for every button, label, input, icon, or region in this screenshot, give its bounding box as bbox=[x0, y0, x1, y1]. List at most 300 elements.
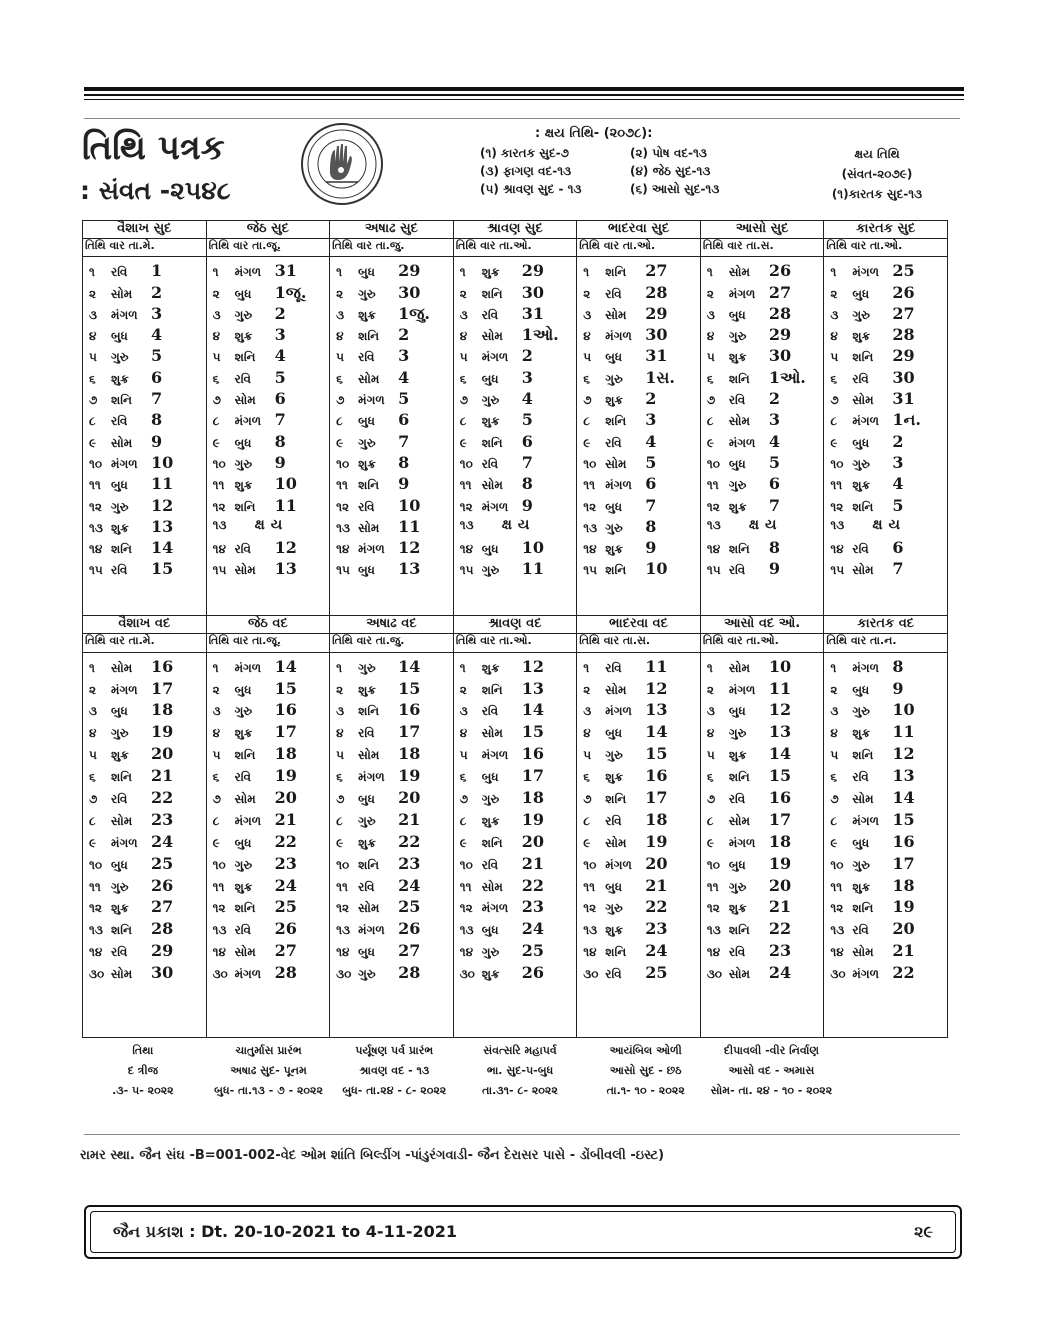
date-number: 29 bbox=[768, 325, 792, 345]
weekday: મંગળ bbox=[852, 414, 879, 429]
tithi-row bbox=[830, 538, 945, 559]
tithi-row bbox=[830, 453, 945, 474]
tithi-number: ૯ bbox=[583, 435, 591, 450]
tithi-number: ૧૪ bbox=[212, 542, 226, 557]
tithi-row bbox=[213, 559, 328, 580]
date-number: 23 bbox=[398, 853, 421, 873]
weekday: શુક્ર bbox=[234, 329, 253, 344]
tithi-number: ૨ bbox=[583, 286, 591, 301]
date-number: 2 bbox=[398, 325, 410, 345]
tithi-row bbox=[460, 810, 575, 832]
tithi-row bbox=[707, 325, 822, 346]
weekday: મંગળ bbox=[605, 857, 632, 872]
month-header: આસો સુદ bbox=[700, 221, 824, 239]
date-number: 19 bbox=[151, 722, 174, 742]
tithi-number: ૮ bbox=[583, 813, 590, 828]
tithi-row bbox=[583, 897, 698, 919]
date-number: 23 bbox=[151, 809, 174, 829]
weekday: રવિ bbox=[852, 371, 869, 386]
date-number: 14 bbox=[768, 744, 792, 764]
date-number: 31 bbox=[645, 346, 668, 366]
tithi-row bbox=[89, 744, 204, 766]
tithi-number: ૮ bbox=[89, 414, 96, 429]
date-number: 29 bbox=[398, 261, 421, 281]
weekday: સોમ bbox=[481, 478, 503, 493]
tithi-number: ૩ bbox=[459, 704, 468, 719]
date-number: 18 bbox=[151, 700, 174, 720]
date-number: 30 bbox=[521, 282, 544, 302]
weekday: શનિ bbox=[358, 704, 380, 719]
date-number: 10 bbox=[398, 495, 421, 515]
weekday: બુધ bbox=[234, 435, 252, 450]
weekday: સોમ bbox=[728, 813, 751, 828]
festival-l3: .૩- ૫- ૨૦૨૨ bbox=[112, 1084, 174, 1097]
weekday: ગુરુ bbox=[728, 329, 747, 344]
weekday: શુક્ર bbox=[605, 923, 623, 938]
date-number: 24 bbox=[645, 941, 668, 961]
tithi-number: ૭ bbox=[336, 791, 345, 806]
tithi-row bbox=[336, 679, 451, 701]
tithi-number: ૮ bbox=[212, 414, 220, 429]
tithi-number: ૧૫ bbox=[830, 563, 845, 578]
tithi-number: ૧૫ bbox=[89, 563, 103, 578]
date-number: 17 bbox=[892, 853, 915, 873]
tithi-number: ૩ bbox=[336, 704, 345, 719]
weekday: બુધ bbox=[605, 879, 623, 894]
date-number: 16 bbox=[521, 744, 544, 764]
tithi-row bbox=[830, 876, 945, 898]
date-number: 1જુ. bbox=[398, 303, 430, 323]
date-number: 21 bbox=[398, 809, 421, 829]
tithi-row bbox=[583, 261, 698, 282]
date-number: 4 bbox=[768, 431, 780, 451]
tithi-row bbox=[213, 304, 328, 325]
date-number: 26 bbox=[521, 963, 544, 983]
tithi-number: ૯ bbox=[89, 835, 97, 850]
tithi-number: ૮ bbox=[459, 813, 467, 828]
tithi-row bbox=[89, 810, 204, 832]
tithi-row bbox=[213, 368, 328, 389]
tithi-row bbox=[460, 788, 575, 810]
tithi-row bbox=[583, 766, 698, 788]
tithi-row bbox=[707, 679, 822, 701]
date-number: 2 bbox=[645, 389, 657, 409]
festival-spacer bbox=[834, 1081, 960, 1101]
tithi-number: ૪ bbox=[89, 726, 97, 741]
tithi-number: ૨ bbox=[459, 286, 467, 301]
date-number: 21 bbox=[892, 941, 915, 961]
tithi-row bbox=[707, 919, 822, 941]
weekday: શનિ bbox=[358, 329, 380, 344]
date-number: 23 bbox=[274, 853, 297, 873]
tithi-row bbox=[336, 876, 451, 898]
tithi-row bbox=[460, 432, 575, 453]
date-number: 22 bbox=[645, 897, 668, 917]
tithi-row bbox=[830, 474, 945, 495]
weekday: રવિ bbox=[111, 265, 128, 280]
date-number: 14 bbox=[398, 656, 421, 676]
weekday: મંગળ bbox=[605, 329, 632, 344]
tithi-row bbox=[460, 496, 575, 517]
tithi-row bbox=[830, 410, 945, 431]
tithi-number: ૭ bbox=[830, 393, 839, 408]
weekday: ગુરુ bbox=[234, 307, 253, 322]
tithi-row bbox=[89, 941, 204, 963]
page-title: તિથિ પત્રક bbox=[82, 128, 225, 168]
tithi-row bbox=[583, 389, 698, 410]
weekday: શુક્ર bbox=[852, 329, 871, 344]
tithi-row bbox=[583, 679, 698, 701]
tithi-row bbox=[707, 261, 822, 282]
weekday: ગુરુ bbox=[852, 307, 870, 322]
tithi-row bbox=[213, 854, 328, 876]
tithi-number: ૯ bbox=[459, 435, 467, 450]
tithi-row bbox=[707, 304, 822, 325]
date-number: 16 bbox=[768, 787, 792, 807]
tithi-row bbox=[707, 389, 822, 410]
date-number: 15 bbox=[521, 722, 544, 742]
tithi-row bbox=[707, 788, 822, 810]
weekday: રવિ bbox=[358, 350, 375, 365]
tithi-number: ૩ bbox=[336, 307, 345, 322]
tithi-row bbox=[707, 832, 822, 854]
weekday: ગુરુ bbox=[481, 945, 500, 960]
tithi-number: ૭ bbox=[706, 393, 716, 408]
tithi-row bbox=[830, 261, 945, 282]
weekday: સોમ bbox=[852, 945, 874, 960]
date-number: 7 bbox=[768, 495, 780, 515]
date-number: 24 bbox=[274, 875, 297, 895]
weekday: રવિ bbox=[605, 660, 622, 675]
weekday: રવિ bbox=[481, 704, 499, 719]
tithi-row bbox=[460, 876, 575, 898]
tithi-calendar-table bbox=[82, 220, 948, 1038]
tithi-number: ૨ bbox=[336, 682, 344, 697]
weekday: બુધ bbox=[605, 726, 623, 741]
date-number: 28 bbox=[151, 919, 174, 939]
column-header: તિથિ વાર તા.સ. bbox=[577, 634, 701, 652]
tithi-row bbox=[707, 410, 822, 431]
tithi-row bbox=[830, 897, 945, 919]
weekday: ગુરુ bbox=[605, 371, 623, 386]
tithi-row bbox=[213, 810, 328, 832]
weekday: શુક્ર bbox=[234, 879, 253, 894]
tithi-number: ૨ bbox=[830, 682, 838, 697]
tithi-row bbox=[460, 679, 575, 701]
tithi-row bbox=[583, 963, 698, 985]
tithi-number: ૩ bbox=[706, 307, 715, 322]
tithi-row bbox=[830, 368, 945, 389]
tithi-row bbox=[830, 766, 945, 788]
tithi-number: ૮ bbox=[89, 813, 96, 828]
tithi-number: ૩૦ bbox=[706, 967, 723, 982]
date-number: 14 bbox=[645, 722, 668, 742]
date-number: 3 bbox=[398, 346, 410, 366]
tithi-row bbox=[830, 810, 945, 832]
tithi-number: ૧૦ bbox=[89, 857, 103, 872]
weekday: સોમ bbox=[852, 563, 874, 578]
tithi-row bbox=[460, 453, 575, 474]
festival-footer bbox=[80, 1041, 960, 1101]
month-header: કારતક વદ bbox=[824, 616, 948, 634]
weekday: શનિ bbox=[852, 499, 874, 514]
tithi-number: ૧૨ bbox=[706, 499, 720, 514]
tithi-row bbox=[830, 941, 945, 963]
tithi-number: ૩ bbox=[89, 307, 97, 322]
weekday: મંગળ bbox=[852, 813, 879, 828]
month-header: અષાઢ વદ bbox=[330, 616, 454, 634]
tithi-row bbox=[336, 744, 451, 766]
tithi-number: ૧૨ bbox=[459, 499, 473, 514]
date-number: 14 bbox=[274, 656, 297, 676]
weekday: બુધ bbox=[728, 456, 746, 471]
tithi-row bbox=[460, 919, 575, 941]
weekday: સોમ bbox=[605, 682, 627, 697]
tithi-number: ૧ bbox=[336, 265, 343, 280]
weekday: શનિ bbox=[481, 682, 503, 697]
weekday: બુધ bbox=[111, 704, 128, 719]
weekday: સોમ bbox=[605, 307, 627, 322]
date-number: 19 bbox=[398, 766, 421, 786]
tithi-row bbox=[336, 432, 451, 453]
weekday: શનિ bbox=[481, 435, 503, 450]
festival-l3: સોમ- તા. ૨૪ - ૧૦ - ૨૦૨૨ bbox=[710, 1084, 833, 1097]
tithi-number: ૮ bbox=[706, 813, 714, 828]
tithi-number: ૧૦ bbox=[336, 456, 350, 471]
weekday: મંગળ bbox=[234, 265, 262, 280]
weekday: રવિ bbox=[605, 813, 622, 828]
tithi-row bbox=[89, 963, 204, 985]
weekday: શુક્ર bbox=[358, 682, 376, 697]
date-number: 26 bbox=[768, 261, 792, 281]
tithi-number: ૧૪ bbox=[583, 945, 597, 960]
weekday: શનિ bbox=[111, 542, 132, 557]
date-number: 12 bbox=[521, 656, 544, 676]
tithi-number: ૧૪ bbox=[830, 542, 844, 557]
tithi-row bbox=[707, 766, 822, 788]
month-column bbox=[330, 257, 454, 616]
tithi-number: ૩૦ bbox=[89, 967, 105, 982]
date-number: 1 bbox=[151, 261, 163, 281]
page-number: ૨૯ bbox=[914, 1222, 933, 1241]
tithi-number: ૧૫ bbox=[706, 563, 721, 578]
date-number: 4 bbox=[274, 346, 286, 366]
weekday: શનિ bbox=[605, 265, 627, 280]
tithi-number: ૧૦ bbox=[830, 857, 844, 872]
date-number: 18 bbox=[274, 744, 297, 764]
weekday: સોમ bbox=[728, 265, 751, 280]
date-number: 23 bbox=[521, 897, 544, 917]
tithi-row bbox=[460, 897, 575, 919]
tithi-row bbox=[707, 876, 822, 898]
festival-l2: આસો સુદ - છઠ bbox=[609, 1064, 682, 1077]
tithi-row bbox=[583, 368, 698, 389]
tithi-row bbox=[336, 517, 451, 538]
weekday: સોમ bbox=[358, 901, 380, 916]
date-number: 14 bbox=[892, 787, 915, 807]
tithi-row bbox=[583, 722, 698, 744]
date-number: 26 bbox=[151, 875, 174, 895]
date-number: 25 bbox=[892, 261, 915, 281]
tithi-number: ૧૨ bbox=[706, 901, 720, 916]
date-number: 28 bbox=[768, 303, 792, 323]
tithi-row bbox=[213, 963, 328, 985]
tithi-row bbox=[336, 722, 451, 744]
tithi-row bbox=[213, 700, 328, 722]
festival-l3: બુધ- તા.૧૩ - ૭ - ૨૦૨૨ bbox=[214, 1084, 323, 1097]
tithi-number: ૬ bbox=[706, 770, 714, 785]
tithi-row bbox=[89, 832, 204, 854]
tithi-row bbox=[460, 410, 575, 431]
tithi-number: ૧૩ bbox=[212, 517, 227, 532]
weekday: શુક્ર bbox=[481, 265, 500, 280]
tithi-number: ૩ bbox=[212, 704, 221, 719]
tithi-number: ૫ bbox=[706, 350, 715, 365]
tithi-number: ૮ bbox=[706, 414, 714, 429]
weekday: ગુરુ bbox=[481, 791, 500, 806]
tithi-row bbox=[336, 538, 451, 559]
sangh-address: રામર સ્થા. જૈન સંઘ -B=001-002-વેદ ઓમ શાંતિ બિલ્ડીંગ -પાંડુરંગવાડી- જૈન દેરાસર પાસે - ડોંબીવલી -ઇસ્ટ) bbox=[80, 1148, 665, 1163]
weekday: ગુરુ bbox=[481, 563, 500, 578]
weekday: રવિ bbox=[111, 791, 128, 806]
weekday: મંગળ bbox=[605, 478, 632, 493]
tithi-row bbox=[583, 325, 698, 346]
tithi-row bbox=[213, 474, 328, 495]
tithi-number: ૧૦ bbox=[336, 857, 350, 872]
tithi-row bbox=[707, 963, 822, 985]
tithi-row bbox=[336, 559, 451, 580]
weekday: રવિ bbox=[234, 770, 251, 785]
date-number: 4 bbox=[151, 325, 163, 345]
date-number: 30 bbox=[768, 346, 792, 366]
weekday: મંગળ bbox=[852, 265, 879, 280]
tithi-row bbox=[89, 919, 204, 941]
weekday: સોમ bbox=[481, 879, 503, 894]
festival-l1: આયંબિલ ઓળી bbox=[609, 1044, 682, 1057]
tithi-row bbox=[707, 854, 822, 876]
weekday: ગુરુ bbox=[605, 901, 623, 916]
kshay-item: (૧) કારતક સુદ-૭ bbox=[480, 146, 569, 160]
weekday: રવિ bbox=[234, 923, 251, 938]
tithi-number: ૧ bbox=[212, 660, 219, 675]
date-number: 13 bbox=[151, 516, 174, 536]
month-column bbox=[824, 257, 948, 616]
date-number: 6 bbox=[768, 474, 780, 494]
tithi-number: ૩૦ bbox=[459, 967, 475, 982]
tithi-row bbox=[336, 766, 451, 788]
tithi-number: ૧૩ bbox=[706, 517, 721, 532]
tithi-number: ૮ bbox=[336, 813, 343, 828]
date-number: 15 bbox=[274, 678, 297, 698]
date-number: 3 bbox=[768, 410, 780, 430]
tithi-number: ૧૧ bbox=[459, 879, 472, 894]
date-number: 15 bbox=[398, 678, 421, 698]
date-number: 14 bbox=[521, 700, 544, 720]
tithi-row bbox=[213, 325, 328, 346]
date-number: 7 bbox=[645, 495, 657, 515]
tithi-row bbox=[89, 722, 204, 744]
tithi-row bbox=[336, 389, 451, 410]
date-number: 2 bbox=[274, 303, 286, 323]
weekday: ગુરુ bbox=[852, 456, 870, 471]
date-number: 26 bbox=[892, 282, 915, 302]
weekday: મંગળ bbox=[481, 350, 509, 365]
weekday: શુક્ર bbox=[358, 456, 376, 471]
column-header: તિથિ વાર તા.જૂ. bbox=[206, 239, 330, 257]
date-number: 11 bbox=[151, 474, 174, 494]
weekday: રવિ bbox=[852, 542, 869, 557]
weekday: મંગળ bbox=[234, 813, 262, 828]
tithi-number: ૯ bbox=[706, 435, 714, 450]
tithi-number: ૬ bbox=[830, 371, 838, 386]
weekday: મંગળ bbox=[605, 704, 632, 719]
weekday: રવિ bbox=[728, 393, 746, 408]
date-number: 16 bbox=[892, 831, 915, 851]
tithi-number: ૬ bbox=[459, 770, 467, 785]
tithi-row bbox=[336, 325, 451, 346]
date-number: 10 bbox=[892, 700, 915, 720]
tithi-number: ૪ bbox=[830, 329, 838, 344]
weekday: બુધ bbox=[852, 835, 870, 850]
date-number: 3 bbox=[645, 410, 657, 430]
weekday: બુધ bbox=[852, 682, 870, 697]
tithi-row bbox=[830, 517, 945, 538]
date-number: 20 bbox=[274, 787, 297, 807]
date-number: 15 bbox=[892, 809, 915, 829]
tithi-row bbox=[830, 283, 945, 304]
weekday: શનિ bbox=[358, 857, 380, 872]
tithi-number: ૯ bbox=[830, 835, 838, 850]
date-number: 2 bbox=[768, 389, 780, 409]
weekday: સોમ bbox=[605, 835, 627, 850]
month-header: કારતક સુદ bbox=[824, 221, 948, 239]
kshay-list bbox=[480, 146, 780, 197]
tithi-row bbox=[707, 368, 822, 389]
weekday: બુધ bbox=[481, 770, 499, 785]
tithi-row bbox=[89, 517, 204, 538]
tithi-row bbox=[707, 657, 822, 679]
date-number: 13 bbox=[645, 700, 668, 720]
tithi-number: ૭ bbox=[459, 393, 469, 408]
tithi-number: ૧ bbox=[830, 265, 837, 280]
weekday: મંગળ bbox=[111, 456, 138, 471]
tithi-number: ૧૨ bbox=[212, 901, 226, 916]
kshay-mark: ક્ષય bbox=[748, 516, 783, 533]
tithi-number: ૧૩ bbox=[830, 517, 845, 532]
tithi-number: ૨ bbox=[336, 286, 344, 301]
weekday: શુક્ર bbox=[852, 726, 871, 741]
tithi-number: ૯ bbox=[336, 835, 344, 850]
tithi-number: ૫ bbox=[830, 350, 839, 365]
weekday: મંગળ bbox=[111, 682, 138, 697]
tithi-row bbox=[830, 722, 945, 744]
tithi-row bbox=[89, 854, 204, 876]
weekday: સોમ bbox=[481, 726, 503, 741]
date-number: 21 bbox=[274, 809, 297, 829]
weekday: શુક્ર bbox=[605, 393, 623, 408]
kshay-item: (૫) શ્રાવણ સુદ - ૧૩ bbox=[480, 182, 582, 196]
weekday: મંગળ bbox=[234, 660, 262, 675]
weekday: બુધ bbox=[481, 923, 499, 938]
weekday: મંગળ bbox=[358, 770, 385, 785]
weekday: ગુરુ bbox=[358, 967, 376, 982]
tithi-number: ૧ bbox=[89, 265, 95, 280]
festival-l2: આસો વદ - અમાસ bbox=[728, 1064, 815, 1077]
tithi-row bbox=[213, 897, 328, 919]
weekday: ગુરુ bbox=[358, 435, 376, 450]
festival-l2: અષાઢ સુદ- પૂનમ bbox=[230, 1064, 307, 1077]
date-number: 26 bbox=[398, 919, 421, 939]
